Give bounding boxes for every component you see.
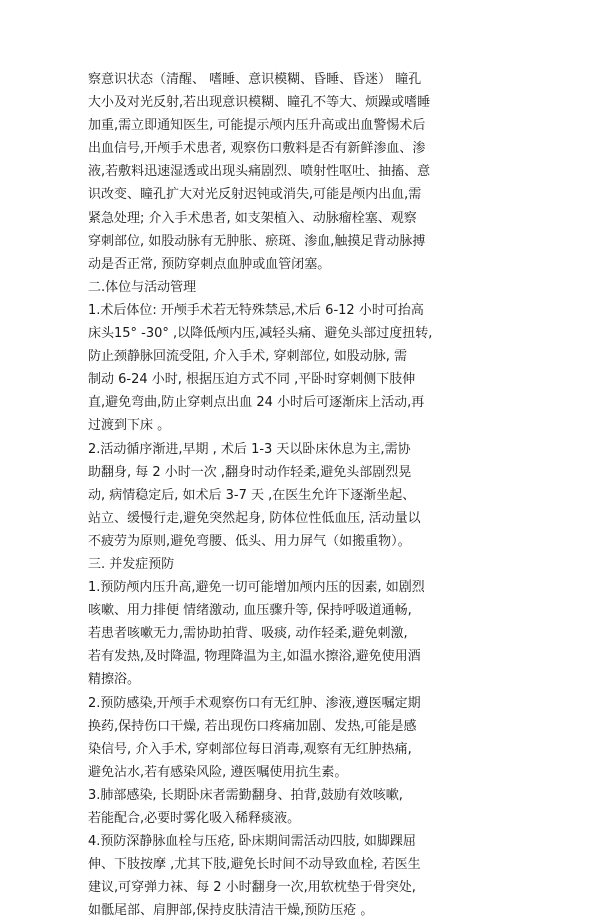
posture-paragraph	[88, 299, 506, 438]
text-line: 察意识状态（清醒、 嗜睡、意识模糊、昏睡、昏迷） 瞳孔	[88, 72, 422, 87]
text-line: 1.预防颅内压升高,避免一切可能增加颅内压的因素, 如剧烈	[88, 580, 425, 596]
text-line: 大小及对光反射,若出现意识模糊、瞳孔不等大、烦躁或嗜睡	[88, 95, 431, 111]
text-line: 防止颈静脉回流受阻, 介入手术, 穿刺部位, 如股动脉, 需	[88, 349, 408, 365]
text-line: 避免沾水,若有感染风险, 遵医嘱使用抗生素。	[88, 764, 348, 780]
activity-paragraph	[88, 438, 506, 553]
text-line: 若能配合,必要时雾化吸入稀释痰液。	[88, 811, 301, 826]
text-line: 助翻身, 每 2 小时一次 ,翻身时动作轻柔,避免头部剧烈晃	[88, 464, 412, 480]
text-line: 紧急处理; 介入手术患者, 如支架植入、动脉瘤栓塞、观察	[88, 210, 417, 226]
text-line: 动, 病情稳定后, 如术后 3-7 天 ,在医生允许下逐渐坐起、	[88, 487, 416, 503]
text-line: 穿刺部位, 如股动脉有无肿胀、瘀斑、渗血,触摸足背动脉搏	[88, 233, 426, 249]
text-line: 二.体位与活动管理	[88, 279, 197, 295]
text-line: 过渡到下床 。	[88, 418, 171, 434]
text-line: 若患者咳嗽无力,需协助拍背、吸痰, 动作轻柔,避免刺激,	[88, 626, 408, 642]
text-line: 制动 6-24 小时, 根据压迫方式不同 ,平卧时穿刺侧下肢伸	[88, 372, 416, 388]
text-line: 染信号, 介入手术, 穿刺部位每日消毒,观察有无红肿热痛,	[88, 741, 412, 757]
icp-paragraph	[88, 576, 506, 691]
infection-paragraph	[88, 692, 506, 784]
lung-infection-paragraph	[88, 784, 506, 830]
section-heading-complications	[88, 553, 506, 576]
text-line: 加重,需立即通知医生, 可能提示颅内压升高或出血警惕术后	[88, 118, 426, 134]
text-line: 三. 并发症预防	[88, 556, 175, 572]
dvt-paragraph	[88, 830, 506, 922]
text-line: 换药,保持伤口干燥, 若出现伤口疼痛加剧、发热,可能是感	[88, 718, 417, 734]
section-heading-posture	[88, 276, 506, 299]
text-line: 识改变、瞳孔扩大对光反射迟钝或消失,可能是颅内出血,需	[88, 187, 422, 203]
text-line: 液,若敷料迅速湿透或出现头痛剧烈、喷射性呕吐、抽搐、意	[88, 164, 431, 180]
text-line: 建议,可穿弹力袜、每 2 小时翻身一次,用软枕垫于骨突处,	[88, 880, 416, 896]
text-line: 不疲劳为原则,避免弯腰、低头、用力屏气（如搬重物）。	[88, 533, 411, 549]
text-line: 2.活动循序渐进,早期 , 术后 1-3 天以卧床休息为主,需协	[88, 441, 411, 457]
text-line: 3.肺部感染, 长期卧床者需勤翻身、拍背,鼓励有效咳嗽,	[88, 787, 403, 803]
text-line: 咳嗽、用力排便 情绪激动, 血压骤升等, 保持呼吸道通畅,	[88, 603, 412, 619]
text-line: 4.预防深静脉血栓与压疮, 卧床期间需活动四肢, 如脚踝屈	[88, 834, 416, 850]
text-line: 2.预防感染,开颅手术观察伤口有无红肿、渗液,遵医嘱定期	[88, 695, 421, 711]
text-line: 站立、缓慢行走,避免突然起身, 防体位性低血压, 活动量以	[88, 510, 421, 526]
text-line: 精擦浴。	[88, 672, 141, 688]
text-line: 床头15° -30° ,以降低颅内压,减轻头痛、避免头部过度扭转,	[88, 326, 433, 342]
text-line: 直,避免弯曲,防止穿刺点出血 24 小时后可逐渐床上活动,再	[88, 395, 425, 411]
text-line: 1.术后体位: 开颅手术若无特殊禁忌,术后 6-12 小时可抬高	[88, 302, 424, 318]
document-page	[88, 68, 506, 922]
text-line: 若有发热,及时降温, 物理降温为主,如温水擦浴,避免使用酒	[88, 649, 421, 665]
text-line: 出血信号,开颅手术患者, 观察伤口敷料是否有新鲜渗血、渗	[88, 141, 426, 157]
text-line: 伸、下肢按摩 ,尤其下肢,避免长时间不动导致血栓, 若医生	[88, 857, 421, 873]
observation-paragraph	[88, 68, 506, 276]
text-line: 动是否正常, 预防穿刺点血肿或血管闭塞。	[88, 256, 331, 272]
text-line: 如骶尾部、肩胛部,保持皮肤清洁干燥,预防压疮 。	[88, 903, 374, 919]
